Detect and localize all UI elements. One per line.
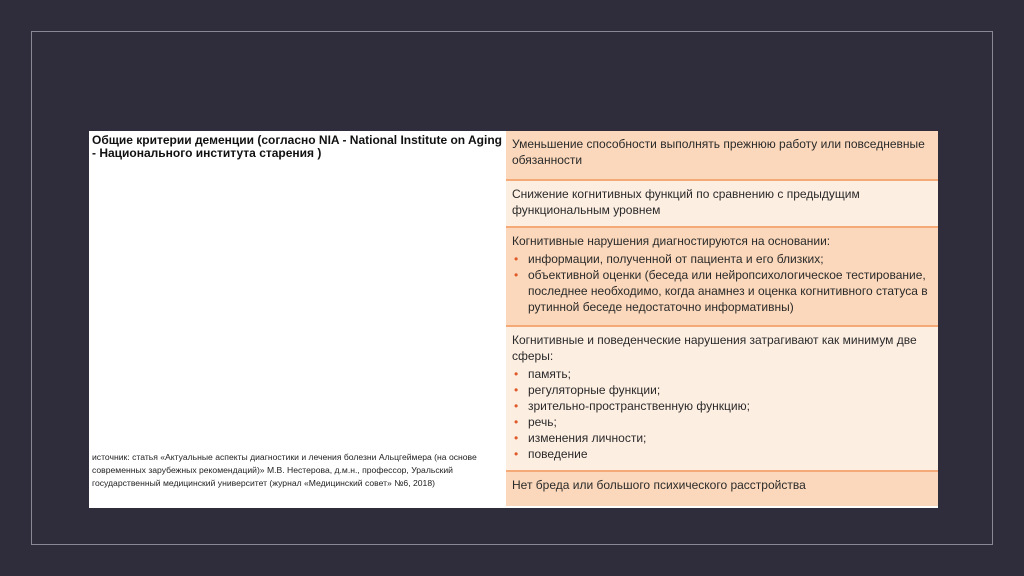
list-item: • объективной оценки (беседа или нейропсихологическое тестирование, последнее необходимо, когда анамнез и оценка когнитивного статуса в рутинной беседе недостаточно информативны) (514, 268, 928, 314)
criteria-list (506, 131, 938, 506)
criterion-text: Уменьшение способности выполнять прежнюю работу или повседневные обязанности (512, 137, 925, 167)
bullet-icon: • (514, 367, 519, 381)
criterion-row (506, 472, 938, 506)
bullet-icon: • (514, 399, 519, 413)
bullet-icon: • (514, 447, 519, 461)
list-item: • информации, полученной от пациента и его близких; (514, 252, 824, 266)
list-item: • речь; (514, 415, 557, 429)
bullet-icon: • (514, 268, 519, 282)
criterion-text: Нет бреда или большого психического расстройства (512, 478, 806, 492)
dementia-criteria-table (89, 131, 938, 508)
list-item: • память; (514, 367, 572, 381)
criterion-row (506, 181, 938, 228)
list-item: • изменения личности; (514, 431, 647, 445)
bullet-icon: • (514, 252, 519, 266)
table-heading: Общие критерии деменции (согласно NIA - National Institute on Aging - Национального института старения ) (92, 133, 503, 160)
list-item: • регуляторные функции; (514, 383, 661, 397)
criterion-row (506, 327, 938, 472)
criterion-text: Снижение когнитивных функций по сравнению с предыдущим функциональным уровнем (512, 187, 860, 217)
criterion-text: Когнитивные нарушения диагностируются на основании: (512, 234, 831, 248)
criterion-row (506, 228, 938, 327)
bullet-icon: • (514, 431, 519, 445)
criterion-row (506, 131, 938, 181)
criterion-text: Когнитивные и поведенческие нарушения затрагивают как минимум две сферы: (512, 333, 917, 363)
list-item: • поведение (514, 447, 588, 461)
list-item: • зрительно-пространственную функцию; (514, 399, 750, 413)
source-citation: источник: статья «Актуальные аспекты диагностики и лечения болезни Альцгеймера (на основе современных зарубежных рекомендаций)» М.В. Нестерова, д.м.н., профессор, Уральский государственный медицинский университет (журнал «Медицинский совет» №6, 2018) (92, 452, 477, 488)
criterion-sublist (512, 251, 932, 315)
criterion-sublist (512, 366, 932, 462)
bullet-icon: • (514, 383, 519, 397)
bullet-icon: • (514, 415, 519, 429)
